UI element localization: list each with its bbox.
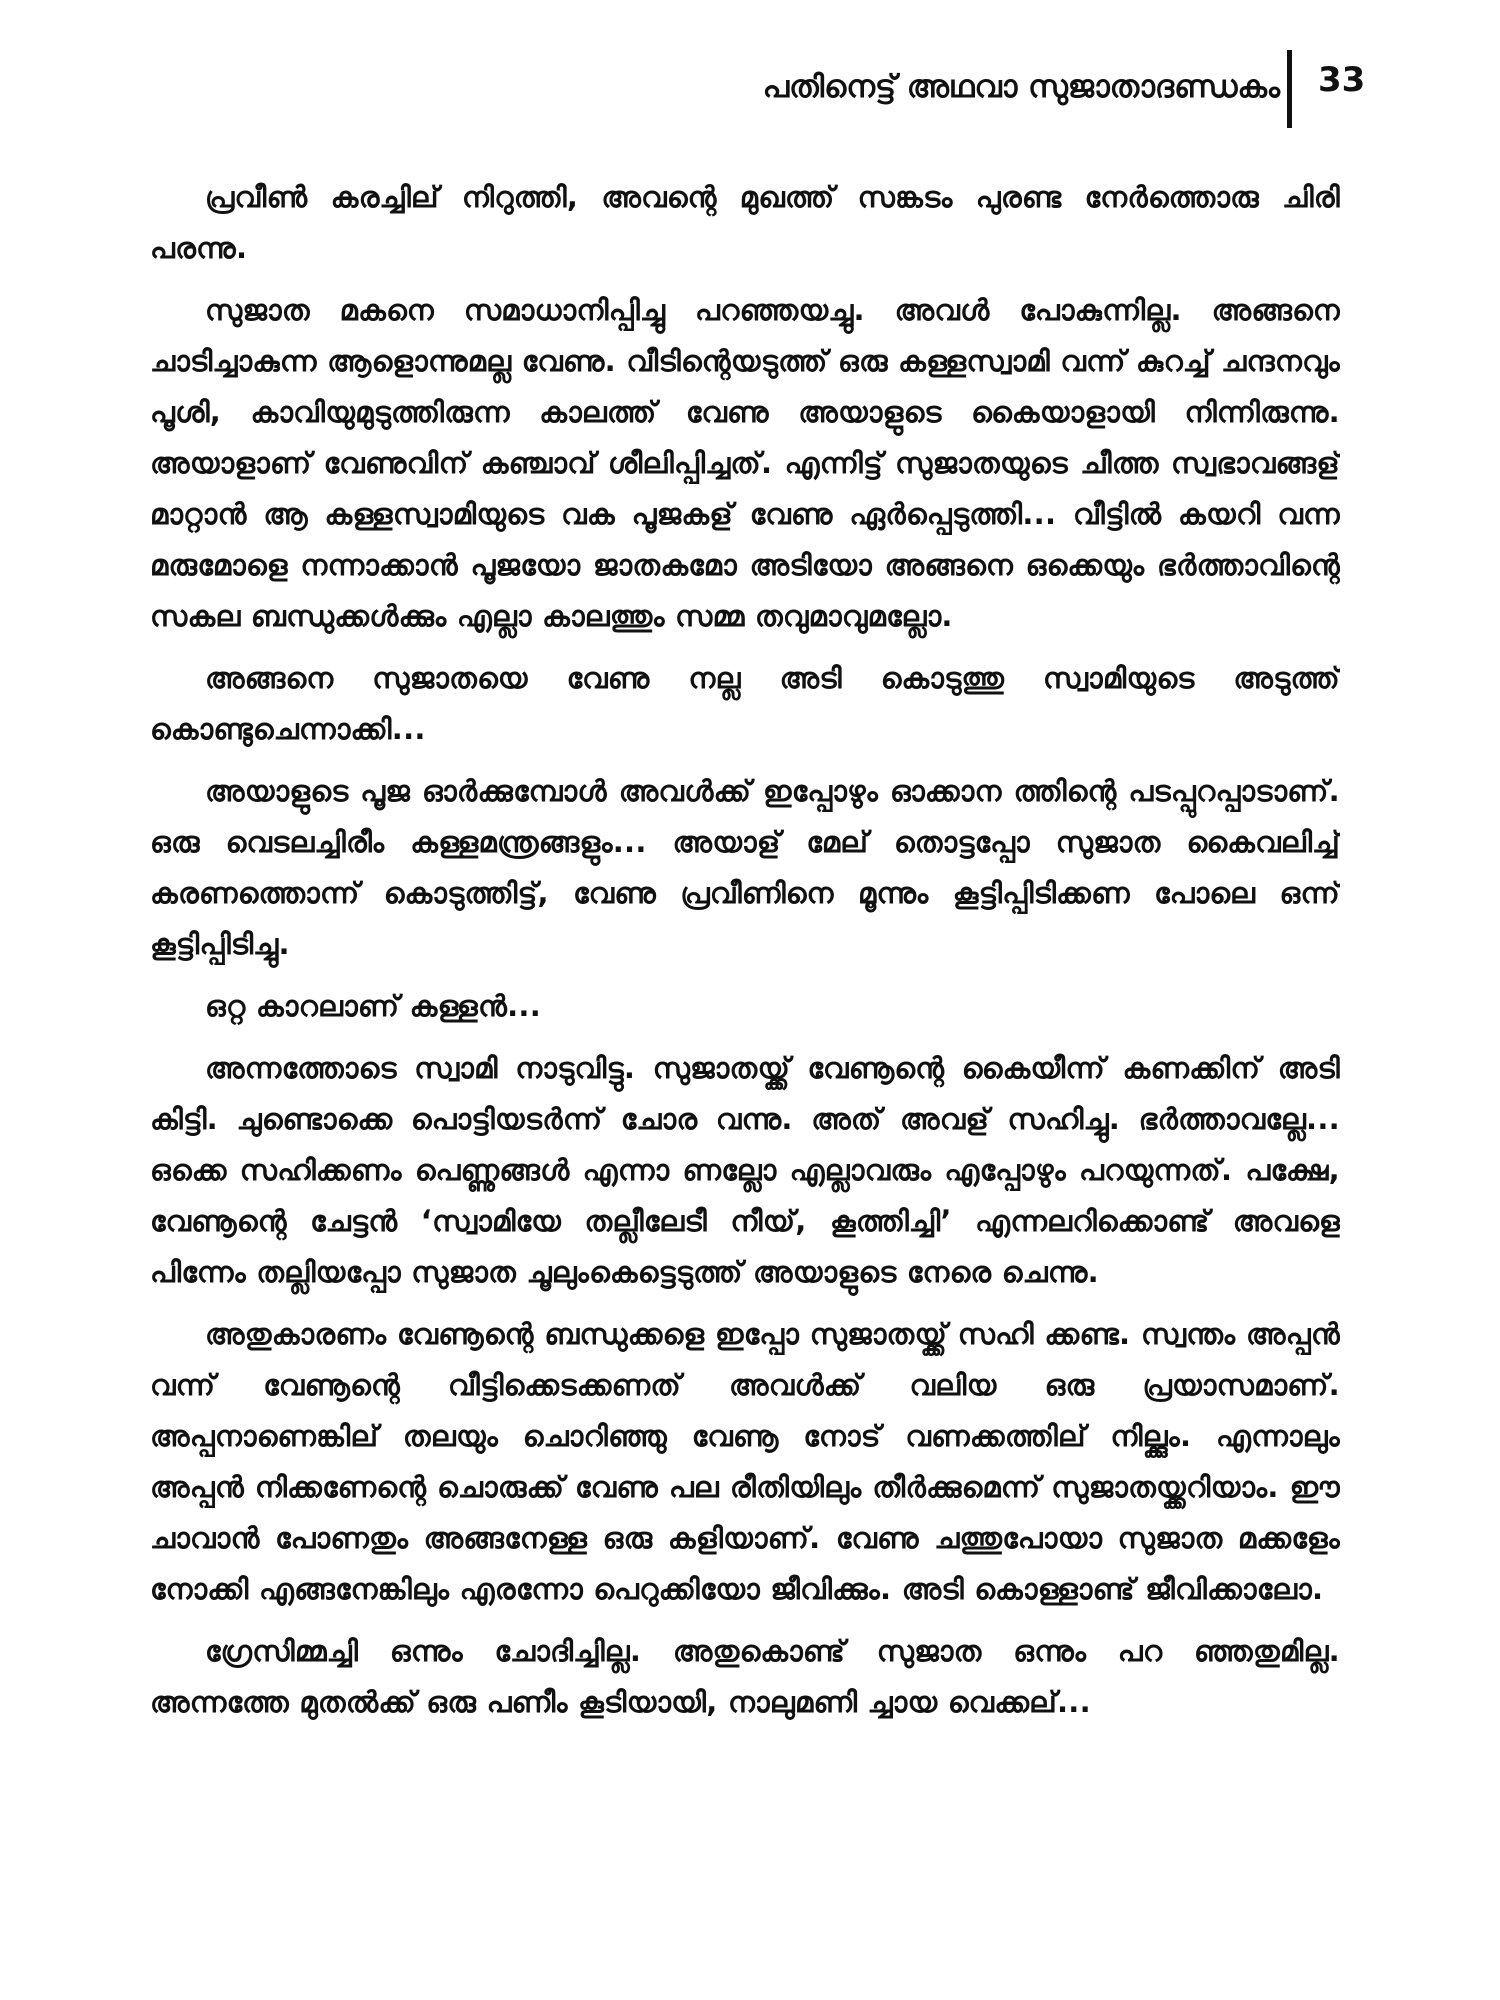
header-divider: [1287, 50, 1292, 128]
chapter-title: പതിനെട്ട് അഥവാ സുജാതാദണ്ഡകം: [762, 69, 1280, 105]
page-number: 33: [1318, 60, 1366, 100]
running-header: [0, 50, 1500, 130]
paragraph-4: അയാളുടെ പൂജ ഓർക്കുമ്പോൾ അവൾക്ക് ഇപ്പോഴും ഓക്കാന ത്തിന്റെ പടപ്പുറപ്പാടാണ്. ഒരു വെടലച്ചിരീം കള്ളമന്ത്രങ്ങളും... അയാള് മേല് തൊട്ടപ്പോ സുജാത കൈവലിച്ച് കരണത്തൊന്ന് കൊടുത്തിട്ട്, വേണു പ്രവീണിനെ മൂന്നും കൂട്ടിപ്പിടിക്കണ പോലെ ഒന്ന് കൂട്ടിപ്പിടിച്ചു.: [150, 774, 1340, 961]
paragraph-5: ഒറ്റ കാറലാണ് കള്ളൻ...: [205, 989, 542, 1023]
paragraph-7: അതുകാരണം വേണൂന്റെ ബന്ധുക്കളെ ഇപ്പോ സുജാതയ്ക്ക് സഹി ക്കണ്ട. സ്വന്തം അപ്പൻ വന്ന് വേണൂന്റെ വീട്ടിക്കെടക്കണത് അവൾക്ക് വലിയ ഒരു പ്രയാസമാണ്. അപ്പനാണെങ്കില് തലയും ചൊറിഞ്ഞു വേണൂ നോട് വണക്കത്തില് നില്ക്കും. എന്നാലും അപ്പൻ നിക്കണേന്റെ ചൊരുക്ക് വേണു പല രീതിയിലും തീർക്കുമെന്ന് സുജാതയ്ക്കറിയാം. ഈ ചാവാൻ പോണതും അങ്ങനേള്ള ഒരു കളിയാണ്. വേണു ചത്തുപോയാ സുജാത മക്കളേം നോക്കി എങ്ങനേങ്കിലും എരന്നോ പെറുക്കിയോ ജീവിക്കും. അടി കൊള്ളാണ്ട് ജീവിക്കാലോ.: [150, 1317, 1340, 1606]
body-text: [150, 172, 1340, 1962]
paragraph-2: സുജാത മകനെ സമാധാനിപ്പിച്ചു പറഞ്ഞയച്ചു. അവൾ പോകുന്നില്ല. അങ്ങനെ ചാടിച്ചാകുന്ന ആളൊന്നുമല്ല വേണു. വീടിന്റെയടുത്ത് ഒരു കള്ളസ്വാമി വന്ന് കുറച്ച് ചന്ദനവും പൂശി, കാവിയുമുടുത്തിരുന്ന കാലത്ത് വേണു അയാളുടെ കൈയാളായി നിന്നിരുന്നു. അയാളാണ് വേണുവിന് കഞ്ചാവ് ശീലിപ്പിച്ചത്. എന്നിട്ട് സുജാതയുടെ ചീത്ത സ്വഭാവങ്ങള് മാറ്റാൻ ആ കള്ളസ്വാമിയുടെ വക പൂജകള് വേണു ഏർപ്പെടുത്തി... വീട്ടിൽ കയറി വന്ന മരുമോളെ നന്നാക്കാൻ പൂജയോ ജാതകമോ അടിയോ അങ്ങനെ ഒക്കെയും ഭർത്താവിന്റെ സകല ബന്ധുക്കൾക്കും എല്ലാ കാലത്തും സമ്മ തവുമാവുമല്ലോ.: [150, 293, 1340, 633]
paragraph-8: ഗ്രേസിമ്മച്ചി ഒന്നും ചോദിച്ചില്ല. അതുകൊണ്ട് സുജാത ഒന്നും പറ ഞ്ഞതുമില്ല. അന്നത്തേ മുതൽക്ക് ഒരു പണീം കൂടിയായി, നാലുമണി ച്ചായ വെക്കല്...: [150, 1634, 1340, 1719]
paragraph-1: പ്രവീൺ കരച്ചില് നിറുത്തി, അവന്റെ മുഖത്ത് സങ്കടം പുരണ്ട നേർത്തൊരു ചിരി പരന്നു.: [150, 180, 1340, 265]
paragraph-3: അങ്ങനെ സുജാതയെ വേണു നല്ല അടി കൊടുത്തു സ്വാമിയുടെ അടുത്ത് കൊണ്ടുചെന്നാക്കി...: [150, 661, 1340, 746]
paragraph-6: അന്നത്തോടെ സ്വാമി നാടുവിട്ടു. സുജാതയ്ക്ക് വേണൂന്റെ കൈയീന്ന് കണക്കിന് അടി കിട്ടി. ചുണ്ടൊക്കെ പൊട്ടിയടർന്ന് ചോര വന്നു. അത് അവള് സഹിച്ചു. ഭർത്താവല്ലേ... ഒക്കെ സഹിക്കണം പെണ്ണുങ്ങൾ എന്നാ ണല്ലോ എല്ലാവരും എപ്പോഴും പറയുന്നത്. പക്ഷേ, വേണൂന്റെ ചേട്ടൻ ‘സ്വാമിയേ തല്ലീലേടീ നീയ്, കൂത്തിച്ചി’ എന്നലറിക്കൊണ്ട് അവളെ പിന്നേം തല്ലിയപ്പോ സുജാത ചൂലുംകെട്ടെടുത്ത് അയാളുടെ നേരെ ചെന്നു.: [150, 1051, 1340, 1289]
